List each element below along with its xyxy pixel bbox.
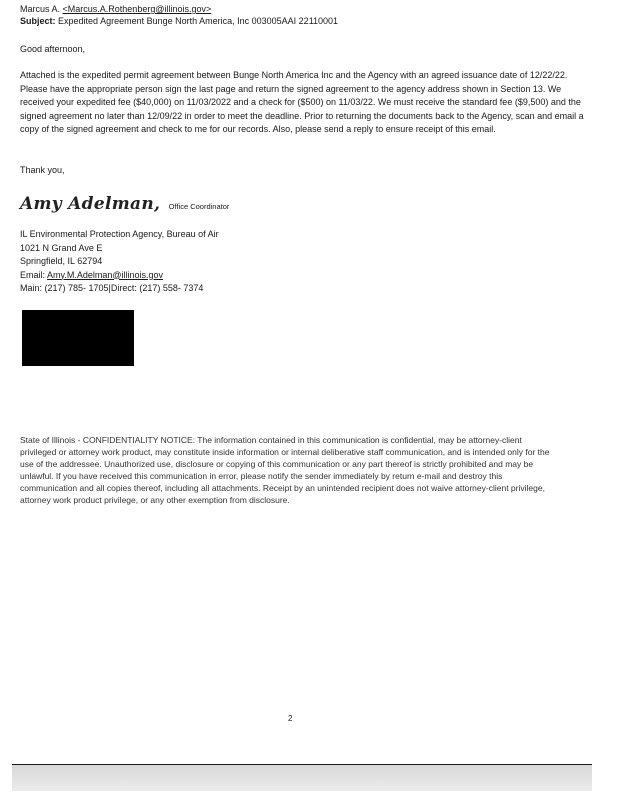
confidentiality-notice: State of Illinois - CONFIDENTIALITY NOTICE: The information contained in this communication is confidential, may be attorney-client privileged or attorney work product, may constitute inside information or internal deliberative staff communication, and is intended only for the use of the addressee. Unauthorized use, disclosure or copying of this communication or any part thereof is strictly prohibited and may be unlawful. If you have received this communication in error, please notify the sender immediately by return e-mail and destroy this communication and all copies thereof, including all attachments. Receipt by an unintended recipient does not waive attorney-client privilege, attorney work product privilege, or any other exemption from disclosure. [20,435,550,505]
signature-name: Amy Adelman, [20,194,161,214]
page-number: 2 [288,714,293,723]
contact-email-label: Email: [20,269,46,280]
contact-phones: Main: (217) 785- 1705|Direct: (217) 558- 7374 [20,283,204,293]
page-bottom-band [12,764,592,791]
closing: Thank you, [20,165,65,175]
contact-email-line [20,269,219,283]
body-paragraph: Attached is the expedited permit agreement between Bunge North America Inc and the Agency with an agreed issuance date of 12/22/22. Please have the appropriate person sign the last page and return the signed agreement to the agency address shown in Section 13. We received your expedited fee ($40,000) on 11/03/2022 and a check for ($500) on 11/03/22. We must receive the standard fee ($9,500) and the signed agreement no later than 12/09/22 in order to meet the deadline. Prior to returning the documents back to the Agency, scan and email a copy of the signed agreement and check to me for our records. Also, please send a reply to ensure receipt of this email. [20,70,584,134]
contact-city: Springfield, IL 62794 [20,256,103,266]
contact-street: 1021 N Grand Ave E [20,242,103,253]
subject-text: Expedited Agreement Bunge North America, Inc 003005AAI 22110001 [58,16,339,26]
contact-block [20,228,219,296]
redaction-box [22,310,134,366]
from-name: Marcus A. [20,4,61,14]
email-subject-line [20,15,338,27]
greeting: Good afternoon, [20,44,86,54]
contact-org: IL Environmental Protection Agency, Bureau of Air [20,229,219,239]
signature-title: Office Coordinator [168,202,230,211]
from-email-link[interactable]: <Marcus.A.Rothenberg@illinois.gov> [62,4,212,14]
signature-block [20,194,229,214]
email-from-line [20,3,211,15]
contact-email-link[interactable]: Amy.M.Adelman@illinois.gov [47,269,164,280]
subject-label: Subject: [20,16,56,26]
